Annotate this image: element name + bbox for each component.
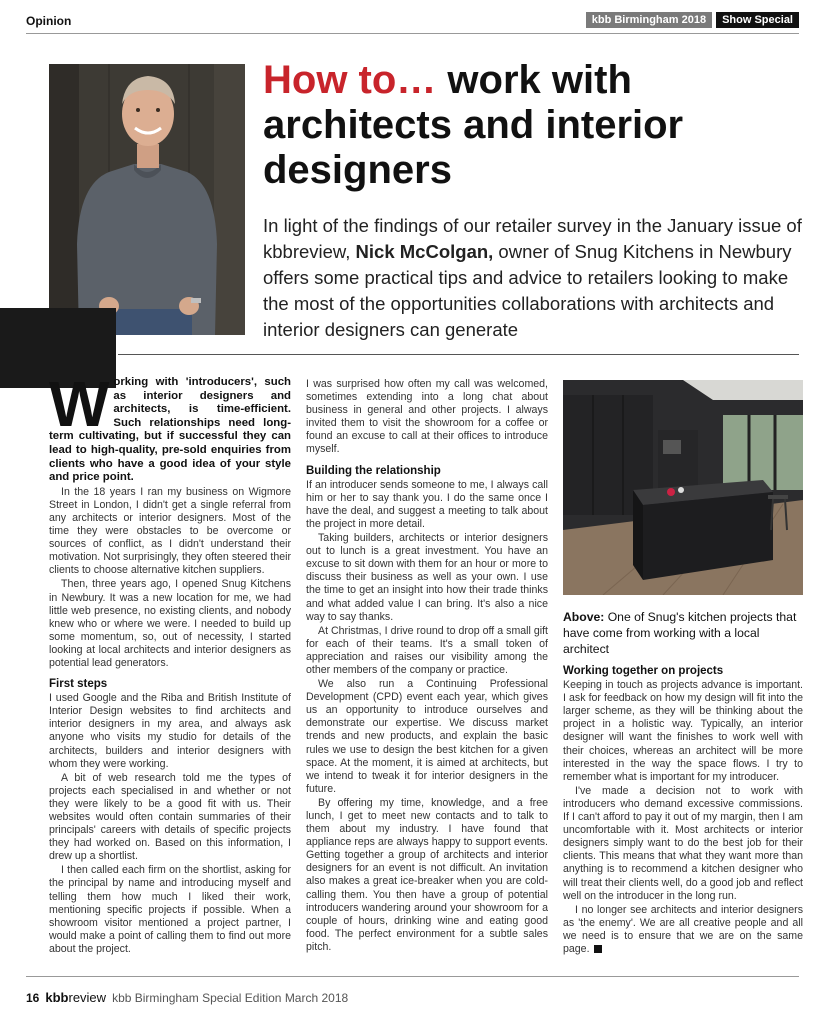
paragraph: Taking builders, architects or interior designers out to lunch is a great investment. You have an excuse to sit down with them for an hour or more to discuss their business as well as your own. I use the time to get an insight into how their trade thinks and what added value I can bring. It's also a nice way to say thanks. [306, 532, 548, 623]
author-name: Nick McColgan, [355, 241, 494, 262]
top-rule [26, 33, 799, 34]
headline [263, 58, 803, 193]
standfirst-before: In light of the findings of our retailer survey in the January issue of kbbreview, [263, 215, 802, 262]
paragraph: I was surprised how often my call was welcomed, sometimes extending into a long chat about business in general and other projects. I always invited them to visit the showroom for a coffee or found an excuse to call at their offices to introduce myself. [306, 378, 548, 456]
standfirst-after: owner of Snug Kitchens in Newbury offers some practical tips and advice to retailers looking to make the most of the opportunities collaborations with architects and interior designers can generate [263, 241, 792, 340]
footer [26, 990, 348, 1005]
edition-text: kbb Birmingham Special Edition March 2018 [112, 991, 349, 1005]
subheading-building-relationship: Building the relationship [306, 464, 441, 477]
portrait-illustration [49, 64, 245, 335]
column-2 [306, 378, 548, 955]
paragraph: If an introducer sends someone to me, I always call him or her to say thank you. I do the same once I have the deal, and suggest a meeting to talk about the project in more detail. [306, 478, 548, 530]
column-3 [563, 380, 803, 957]
magazine-brand [45, 990, 106, 1005]
footer-rule [26, 976, 799, 977]
issue-tags [586, 12, 799, 28]
column-1 [49, 368, 291, 957]
paragraph: I've made a decision not to work with introducers who demand excessive commissions. If I can't afford to pay it out of my margin, then I am uncomfortable with it. Most architects or interior designers simply want to do the best job for their clients. This means that what they want more than anything is to recommend a kitchen designer who will treat their clients well, do a good job and reflect well on the introducer in the long run. [563, 784, 803, 902]
headline-red: How to… [263, 58, 437, 102]
intro-paragraph [49, 368, 291, 485]
headline-black: work with architects and interior designers [263, 58, 684, 192]
paragraph: We also run a Continuing Professional Development (CPD) event each year, which gives us an opportunity to introduce ourselves and demonstrate our expertise. We discuss market trends and new products, and explain the basic rules we use to design the best kitchen for a given space. At the moment, it is aimed at architects, but we intend to tweak it for interior designers in the future. [306, 678, 548, 795]
kitchen-photo [563, 380, 803, 595]
paragraph: By offering my time, knowledge, and a free lunch, I get to meet new contacts and to talk to them about my industry. I have found that appliance reps are always happy to support events. Getting together a group of architects and interior designers for an event is not difficult. An invitation also makes a great ice-breaker when you are cold-calling them. You then have a group of potential introducers wandering around your showroom for a couple of hours, drinking wine and eating good food. The perfect environment for a subtle sales pitch. [306, 796, 548, 953]
subheading-working-together: Working together on projects [563, 665, 724, 677]
section-label: Opinion [26, 14, 72, 28]
brand-bold: kbb [45, 990, 69, 1005]
paragraph [563, 904, 803, 956]
paragraph: I used Google and the Riba and British Institute of Interior Design websites to find architects and interior designers in my area, and always ask anyone who visits my studio for details of the architects, builders and interior designers with whom they were working. [49, 692, 291, 770]
intro-text: orking with 'introducers', such as interior designers and architects, is time-efficient. Such relationships need long-term cultivating, but if successful they can lead to high-quality, pre-sold enquiries from clients who have a good idea of your style and price point. [49, 376, 291, 484]
paragraph: A bit of web research told me the types of projects each specialised in and whether or not they were likely to be a good fit with us. Their websites would often contain summaries of their principals' careers with details of specific projects they had worked on. Based on this information, I drew up a shortlist. [49, 771, 291, 863]
subheading-first-steps: First steps [49, 678, 108, 691]
special-tag: Show Special [716, 12, 799, 28]
drop-cap: W [49, 368, 110, 440]
standfirst-rule [118, 354, 799, 355]
paragraph: Keeping in touch as projects advance is important. I ask for feedback on how my design will fit into the larger scheme, as they will be thinking about the project in a holistic way. Typically, an interior designer will want the finishes to work well with their choices, whereas an architect will be more interested in the way the space flows. I try to remember what is important for my introducer. [563, 679, 803, 783]
author-portrait [49, 64, 245, 335]
photo-caption [563, 609, 803, 657]
caption-label: Above: [563, 610, 605, 624]
page-number: 16 [26, 991, 40, 1005]
end-mark-icon [594, 945, 602, 953]
paragraph: At Christmas, I drive round to drop off a small gift for each of their teams. It's a small token of appreciation and raises our visibility among the other members of the company or practice. [306, 624, 548, 676]
paragraph: Then, three years ago, I opened Snug Kitchens in Newbury. It was a new location for me, we had little web presence, no existing clients, and nobody knew who or where we were. I needed to build up some momentum, so, out of necessity, I started looking at local architects and interior designers as potential lead generators. [49, 578, 291, 669]
closing-text: I no longer see architects and interior designers as 'the enemy'. We are all creative people and all we need is to ensure that we are on the same page. [563, 903, 803, 955]
standfirst [263, 213, 803, 343]
brand-rest: review [68, 990, 107, 1005]
paragraph: I then called each firm on the shortlist, asking for the principal by name and introducing myself and telling them how much I liked their work, mentioning specific projects if possible. When a showroom visitor mentioned a project partner, I would make a point of calling them to find out more about the project. [49, 864, 291, 955]
paragraph: In the 18 years I ran my business on Wigmore Street in London, I didn't get a single referral from any architects or interior designers. Most of the time they were obstacles to be overcome or sources of conflict, as I didn't understand their motivation. Not surprisingly, they often steered their clients to choose alternative kitchen suppliers. [49, 485, 291, 577]
event-tag: kbb Birmingham 2018 [586, 12, 712, 28]
caption-text: One of Snug's kitchen projects that have come from working with a local architect [563, 610, 797, 656]
kitchen-illustration [563, 380, 803, 595]
